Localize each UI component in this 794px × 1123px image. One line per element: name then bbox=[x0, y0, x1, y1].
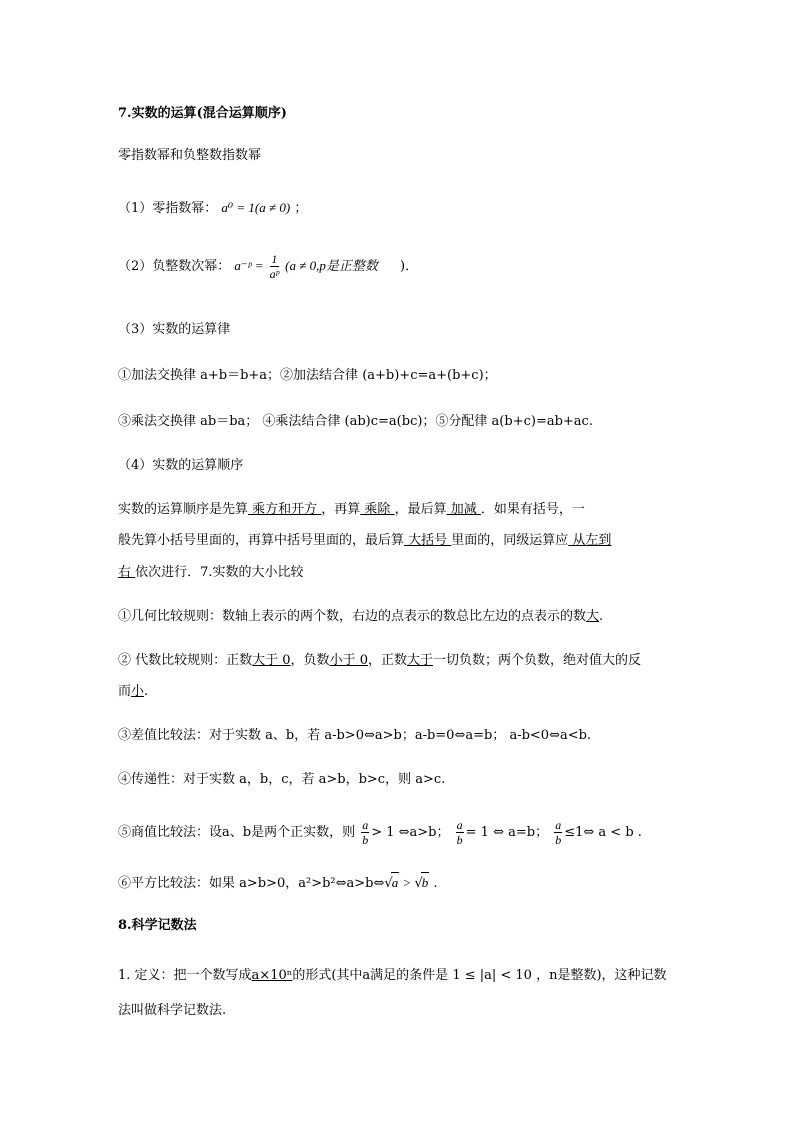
scientific-notation-definition-line-2: 法叫做科学记数法. bbox=[118, 1003, 227, 1018]
fraction: $\frac{1}{\text{aᵖ}}$ bbox=[269, 252, 280, 281]
law-line-2: ③乘法交换律 ab＝ba； ④乘法结合律 (ab)c=a(bc)；⑤分配律 a(b+c)=ab+ac. bbox=[118, 414, 593, 429]
operation-order-line-2: 般先算小括号里面的，再算中括号里面的，最后算 大括号 里面的，同级运算应 从左到 bbox=[118, 533, 612, 548]
formula-condition: (a ≠ 0,p是正整数 bbox=[285, 258, 378, 273]
blank-answer: 右 bbox=[118, 565, 136, 580]
algebraic-comparison-rule-line-1: ② 代数比较规则：正数大于 0，负数小于 0，正数大于一切负数；两个负数，绝对值大的反 bbox=[118, 653, 642, 668]
operation-laws-title: （3）实数的运算律 bbox=[118, 322, 231, 337]
blank-answer: 从左到 bbox=[568, 533, 612, 548]
geometric-comparison-rule: ①几何比较规则：数轴上表示的两个数，右边的点表示的数总比左边的点表示的数大. bbox=[118, 609, 604, 624]
blank-answer: 大 bbox=[586, 609, 600, 624]
section-7-subtitle: 零指数幂和负整数指数幂 bbox=[118, 148, 262, 163]
fraction: $\frac{a}{b}$ bbox=[456, 818, 463, 847]
item-label: （2）负整数次幂： bbox=[118, 259, 231, 274]
formula-lhs: a⁻ᵖ = bbox=[234, 258, 264, 273]
quotient-comparison: ⑤商值比较法：设a、b是两个正实数，则 $\frac{a}{b}$ > 1 ⇔a>b； $\frac{a}{b}$ = 1 ⇔ a=b； $\frac{a}{b}$ ≤1⇔ a < b . bbox=[118, 818, 642, 847]
blank-answer: 加减 bbox=[446, 502, 481, 517]
zero-exponent-item: （1）零指数幂： a⁰ = 1(a ≠ 0) ； bbox=[118, 200, 308, 216]
blank-answer: 大于 bbox=[406, 653, 433, 668]
difference-comparison: ③差值比较法：对于实数 a、b，若 a-b>0⇔a>b；a-b=0⇔a=b； a-b<0⇔a<b. bbox=[118, 728, 592, 743]
blank-answer: a×10ⁿ bbox=[251, 968, 293, 983]
negative-exponent-item: （2）负整数次幂： a⁻ᵖ = $\frac{1}{\text{aᵖ}}$ (a ≠ 0,p是正整数 )． bbox=[118, 252, 419, 281]
law-line-1: ①加法交换律 a+b＝b+a；②加法结合律 (a+b)+c=a+(b+c)； bbox=[118, 368, 497, 383]
blank-answer: 小 bbox=[131, 684, 145, 699]
operation-order-line-3: 右 依次进行．7.实数的大小比较 bbox=[118, 565, 304, 580]
transitivity: ④传递性：对于实数 a，b，c，若 a>b，b>c，则 a>c. bbox=[118, 772, 446, 787]
blank-answer: 乘除 bbox=[360, 502, 395, 517]
blank-answer: 大于 0 bbox=[252, 653, 291, 668]
blank-answer: 乘方和开方 bbox=[248, 502, 322, 517]
zero-exponent-formula: a⁰ = 1(a ≠ 0) bbox=[221, 200, 291, 215]
algebraic-comparison-rule-line-2: 而小. bbox=[118, 684, 149, 699]
scientific-notation-definition-line-1: 1. 定义：把一个数写成a×10ⁿ的形式(其中a满足的条件是 1 ≤ |a| < 10 ，n是整数)，这种记数 bbox=[118, 968, 667, 983]
section-8-heading: 8.科学记数法 bbox=[118, 918, 197, 933]
sqrt-sign: √ bbox=[384, 876, 393, 891]
fraction: $\frac{a}{b}$ bbox=[555, 818, 562, 847]
item-label: （1）零指数幂： bbox=[118, 201, 218, 216]
blank-answer: 小于 0 bbox=[329, 653, 368, 668]
section-7-heading: 7.实数的运算(混合运算顺序) bbox=[118, 106, 287, 121]
operation-order-title: （4）实数的运算顺序 bbox=[118, 458, 244, 473]
operation-order-line-1: 实数的运算顺序是先算 乘方和开方 ，再算 乘除 ，最后算 加减 ．如果有括号，一 bbox=[118, 502, 585, 517]
blank-answer: 大括号 bbox=[404, 533, 452, 548]
square-comparison: ⑥平方比较法：如果 a>b>0，a²>b²⇔a>b⇔√a > √b . bbox=[118, 872, 438, 894]
sqrt-sign: √ bbox=[414, 876, 423, 891]
fraction: $\frac{a}{b}$ bbox=[362, 818, 369, 847]
